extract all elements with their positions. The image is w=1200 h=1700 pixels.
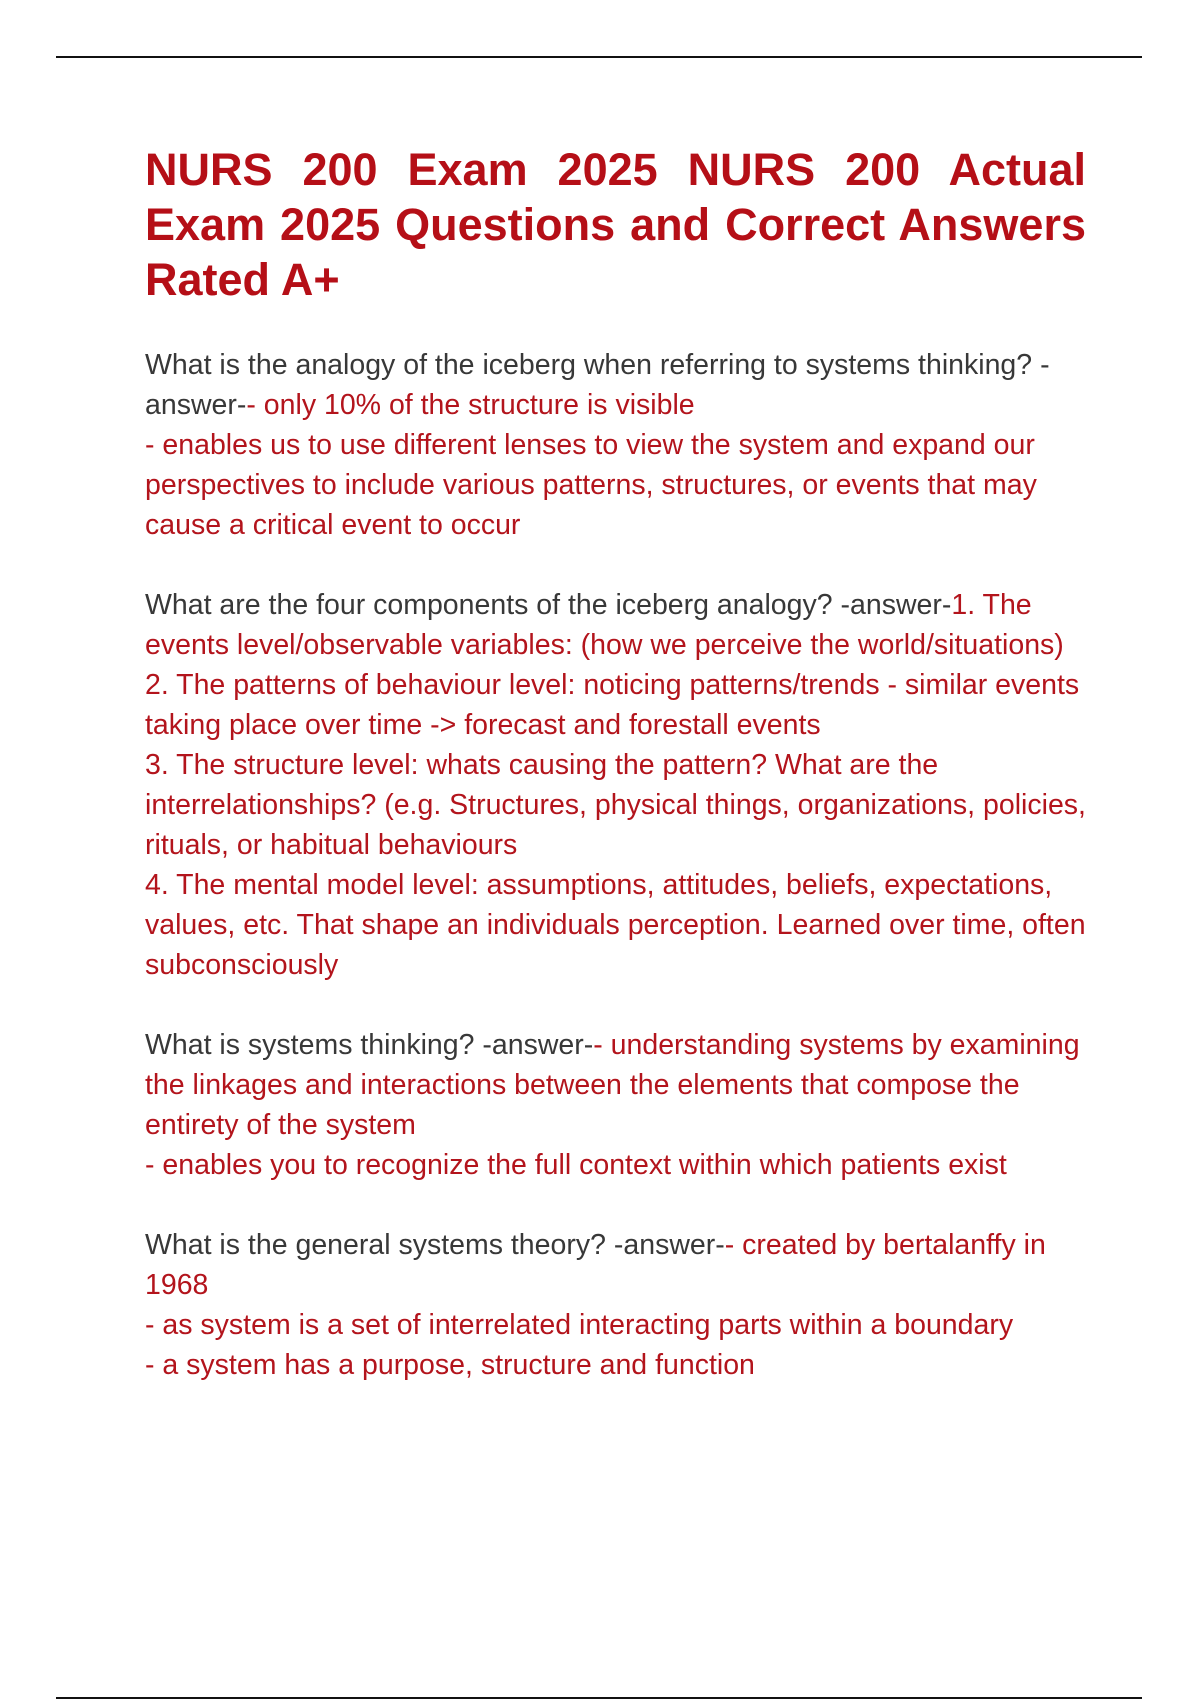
answer-text: - understanding systems by examining the linkages and interactions between the elements that compose the entirety of the system (145, 1029, 1080, 1141)
answer-line: 3. The structure level: whats causing the pattern? What are the interrelationships? (e.g. Structures, physical things, organizations, policies, rituals, or habitual behaviours (145, 749, 1086, 861)
question-text: What is the general systems theory? (145, 1229, 614, 1261)
question-text: What are the four components of the iceberg analogy? (145, 589, 841, 621)
answer-marker: -answer- (613, 1229, 725, 1261)
qa-item (145, 345, 1086, 545)
answer-marker: -answer- (482, 1029, 594, 1061)
answer-line: - as system is a set of interrelated interacting parts within a boundary (145, 1309, 1014, 1341)
qa-item (145, 585, 1086, 985)
header-rule (56, 56, 1142, 58)
answer-text: - created by bertalanffy in 1968 (145, 1229, 1046, 1301)
question-text: What is the analogy of the iceberg when referring to systems thinking? (145, 349, 1041, 381)
answer-line: - a system has a purpose, structure and function (145, 1349, 755, 1381)
answer-text: 1. The events level/observable variables: (how we perceive the world/situations) (145, 589, 1064, 661)
answer-marker: -answer- (840, 589, 952, 621)
answer-line: - enables you to recognize the full context within which patients exist (145, 1149, 1007, 1181)
qa-list (145, 345, 1086, 1385)
document-title: NURS 200 Exam 2025 NURS 200 Actual Exam 2025 Questions and Correct Answers Rated A+ (145, 144, 1086, 305)
qa-item (145, 1025, 1086, 1185)
document-page (145, 142, 1086, 1425)
answer-line: - enables us to use different lenses to view the system and expand our perspectives to include various patterns, structures, or events that may cause a critical event to occur (145, 429, 1037, 541)
qa-item (145, 1225, 1086, 1385)
answer-marker: -answer- (145, 349, 1050, 421)
answer-line: 4. The mental model level: assumptions, attitudes, beliefs, expectations, values, etc. That shape an individuals perception. Learned over time, often subconsciously (145, 869, 1086, 981)
footer-rule (56, 1697, 1142, 1699)
answer-line: 2. The patterns of behaviour level: noticing patterns/trends - similar events taking place over time -> forecast and forestall events (145, 669, 1080, 741)
question-text: What is systems thinking? (145, 1029, 483, 1061)
answer-text: - only 10% of the structure is visible (246, 389, 695, 421)
